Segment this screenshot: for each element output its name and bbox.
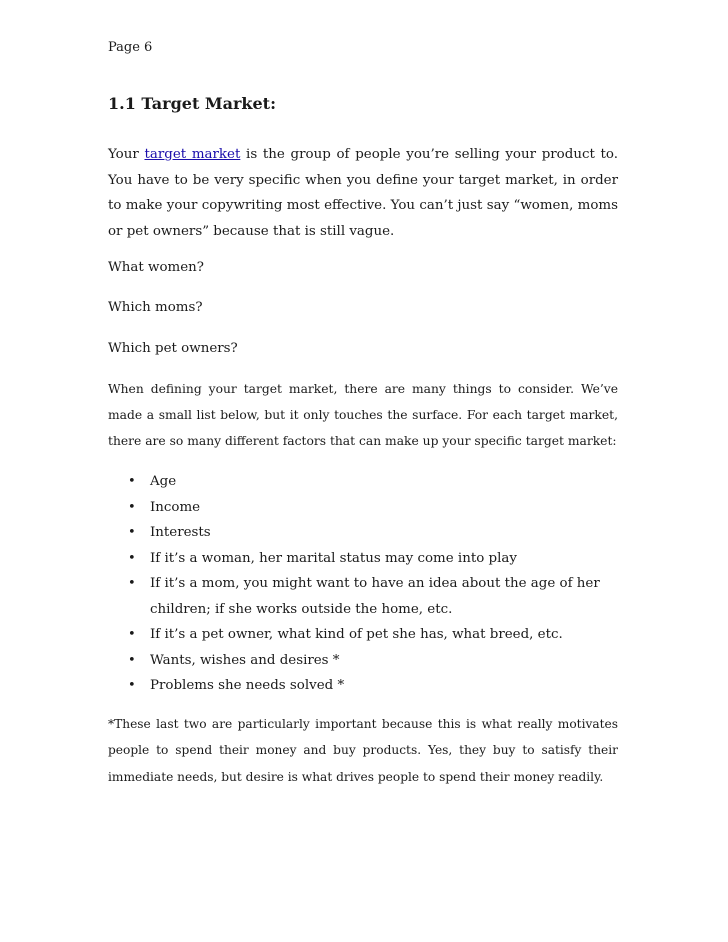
list-item-text: If it’s a pet owner, what kind of pet she has, what breed, etc.	[150, 627, 563, 642]
list-item-text: If it’s a mom, you might want to have an idea about the age of her children; if she works outside the home, etc.	[150, 576, 600, 617]
list-item	[108, 571, 628, 622]
intro-text-start: Your	[108, 147, 145, 162]
list-item-text: Income	[150, 499, 201, 515]
list-item	[108, 520, 628, 546]
factors-list	[108, 469, 628, 699]
bullet-icon: •	[128, 525, 136, 540]
bullet-icon: •	[128, 678, 136, 693]
bullet-icon: •	[128, 550, 136, 566]
list-item	[108, 469, 628, 495]
list-item-text: Age	[150, 474, 177, 489]
list-item-text: Problems she needs solved *	[150, 678, 345, 693]
bullet-icon: •	[128, 627, 136, 642]
list-item-text: Interests	[150, 525, 211, 540]
page-number: Page 6	[108, 40, 153, 55]
list-item	[108, 495, 628, 521]
list-item	[108, 648, 628, 674]
list-item-text: If it’s a woman, her marital status may come into play	[150, 550, 517, 566]
question-moms: Which moms?	[108, 300, 203, 315]
bullet-icon: •	[128, 499, 136, 515]
list-item-text: Wants, wishes and desires *	[150, 652, 340, 668]
list-item	[108, 673, 628, 699]
intro-paragraph	[108, 142, 618, 244]
question-pet-owners: Which pet owners?	[108, 341, 238, 356]
list-item	[108, 546, 628, 572]
bullet-icon: •	[128, 474, 136, 489]
section-heading: 1.1 Target Market:	[108, 94, 276, 113]
list-item	[108, 622, 628, 648]
intro-text-rest: is the group of people you’re selling your product to. You have to be very specific when you define your target market, in order to make your copywriting most effective. You can’t just say “women, moms or pet owners” because that is still vague.	[108, 147, 618, 239]
bullet-icon: •	[128, 652, 136, 668]
target-market-link[interactable]: target market	[144, 147, 241, 162]
footnote-paragraph: *These last two are particularly important because this is what really motivates people to spend their money and buy products. Yes, they buy to satisfy their immediate needs, but desire is what drives people to spend their money readily.	[108, 717, 618, 784]
defining-paragraph: When defining your target market, there are many things to consider. We’ve made a small list below, but it only touches the surface. For each target market, there are so many different factors that can make up your specific target market:	[108, 382, 618, 448]
question-women: What women?	[108, 260, 204, 275]
bullet-icon: •	[128, 576, 136, 591]
